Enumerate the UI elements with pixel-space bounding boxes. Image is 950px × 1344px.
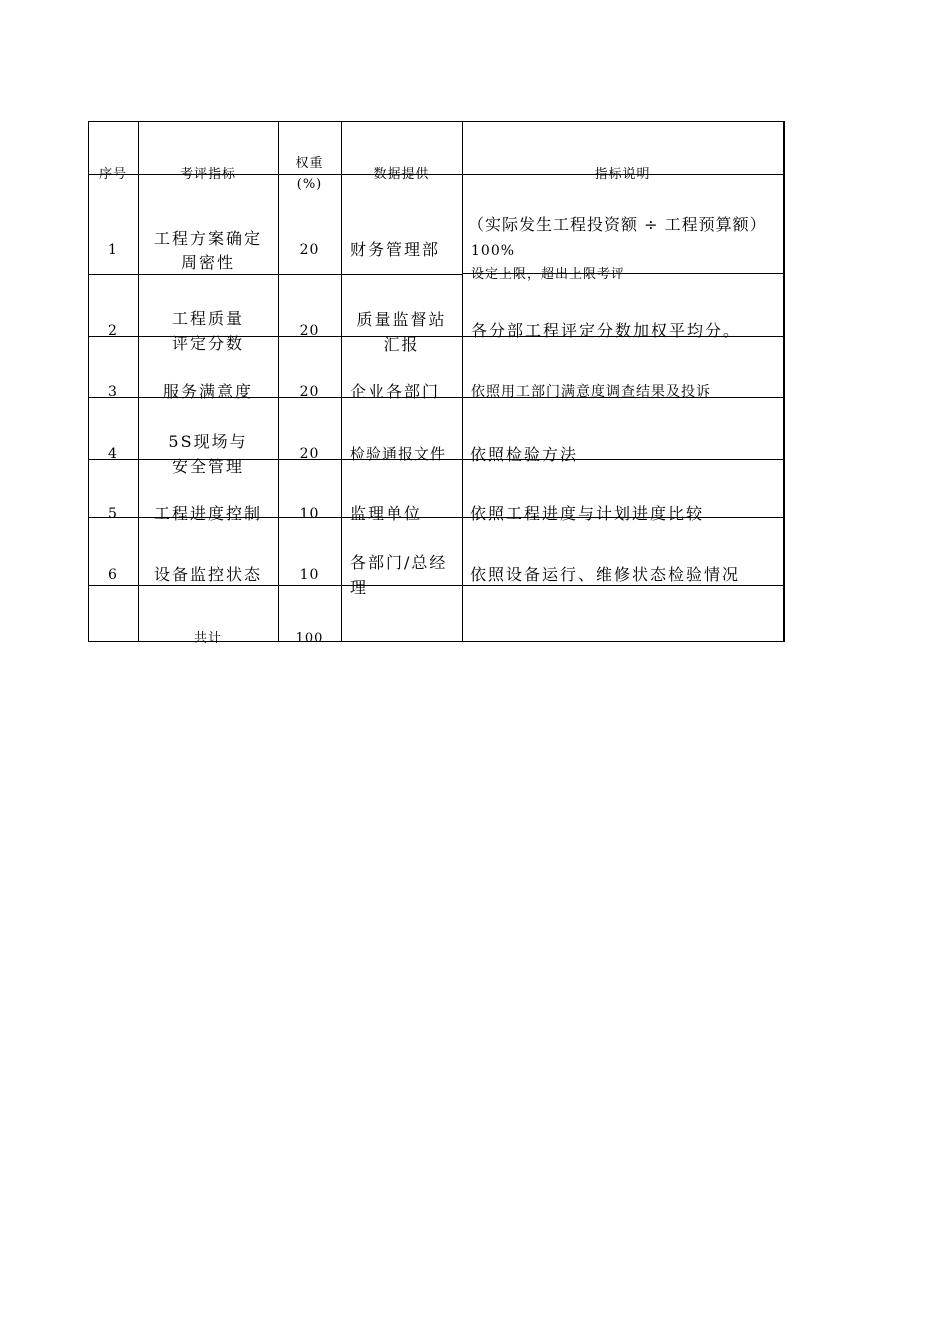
row4-source: 检验通报文件 bbox=[350, 445, 447, 463]
row3-seq: 3 bbox=[108, 384, 118, 400]
column-divider bbox=[278, 121, 279, 642]
row6-desc: 依照设备运行、维修状态检验情况 bbox=[470, 565, 741, 584]
row2-indicator-cont: 评定分数 bbox=[171, 334, 244, 353]
row2-indicator: 工程质量 bbox=[171, 309, 244, 328]
row1-source: 财务管理部 bbox=[350, 240, 441, 259]
total-label: 共计 bbox=[193, 631, 222, 646]
row5-desc: 依照工程进度与计划进度比较 bbox=[470, 504, 705, 523]
header-weight-unit: (%) bbox=[296, 177, 323, 192]
row1-desc-note: 设定上限，超出上限考评 bbox=[471, 267, 626, 282]
row4-indicator: 5S现场与 bbox=[168, 432, 248, 451]
row1-indicator: 工程方案确定 bbox=[153, 229, 262, 248]
row4-seq: 4 bbox=[108, 446, 118, 462]
row2-desc: 各分部工程评定分数加权平均分。 bbox=[471, 321, 742, 340]
row1-desc-formula: （实际发生工程投资额 ÷ 工程预算额） bbox=[468, 215, 767, 234]
row5-seq: 5 bbox=[108, 506, 118, 522]
row2-seq: 2 bbox=[108, 323, 118, 339]
row3-desc: 依照用工部门满意度调查结果及投诉 bbox=[471, 384, 711, 400]
row1-seq: 1 bbox=[108, 242, 118, 258]
row-divider bbox=[88, 585, 783, 586]
header-source: 数据提供 bbox=[373, 167, 430, 182]
header-indicator: 考评指标 bbox=[179, 167, 236, 182]
row3-indicator: 服务满意度 bbox=[162, 382, 253, 401]
column-divider bbox=[341, 121, 342, 642]
row4-desc: 依照检验方法 bbox=[470, 445, 579, 464]
row1-indicator-cont: 周密性 bbox=[180, 253, 235, 272]
row2-source: 质量监督站 bbox=[356, 310, 447, 329]
row6-indicator: 设备监控状态 bbox=[153, 565, 262, 584]
row4-indicator-cont: 安全管理 bbox=[171, 457, 244, 476]
header-seq: 序号 bbox=[98, 167, 127, 182]
row1-weight: 20 bbox=[299, 242, 320, 258]
row3-weight: 20 bbox=[299, 384, 320, 400]
row5-weight: 10 bbox=[299, 506, 320, 522]
row6-source-cont: 理 bbox=[350, 578, 369, 597]
header-description: 指标说明 bbox=[594, 167, 651, 182]
total-weight: 100 bbox=[295, 631, 324, 646]
row2-weight: 20 bbox=[299, 323, 320, 339]
row-divider bbox=[88, 274, 462, 275]
row5-indicator: 工程进度控制 bbox=[153, 504, 262, 523]
header-weight: 权重 bbox=[295, 156, 324, 171]
column-divider bbox=[138, 121, 139, 642]
row2-source-cont: 汇报 bbox=[383, 335, 420, 354]
row5-source: 监理单位 bbox=[350, 504, 423, 523]
row3-source: 企业各部门 bbox=[350, 382, 441, 401]
row6-weight: 10 bbox=[299, 567, 320, 583]
row6-source: 各部门/总经 bbox=[350, 553, 448, 572]
row4-weight: 20 bbox=[299, 446, 320, 462]
row6-seq: 6 bbox=[108, 567, 118, 583]
row1-desc-percent: 100% bbox=[471, 243, 516, 259]
column-divider bbox=[462, 121, 463, 642]
